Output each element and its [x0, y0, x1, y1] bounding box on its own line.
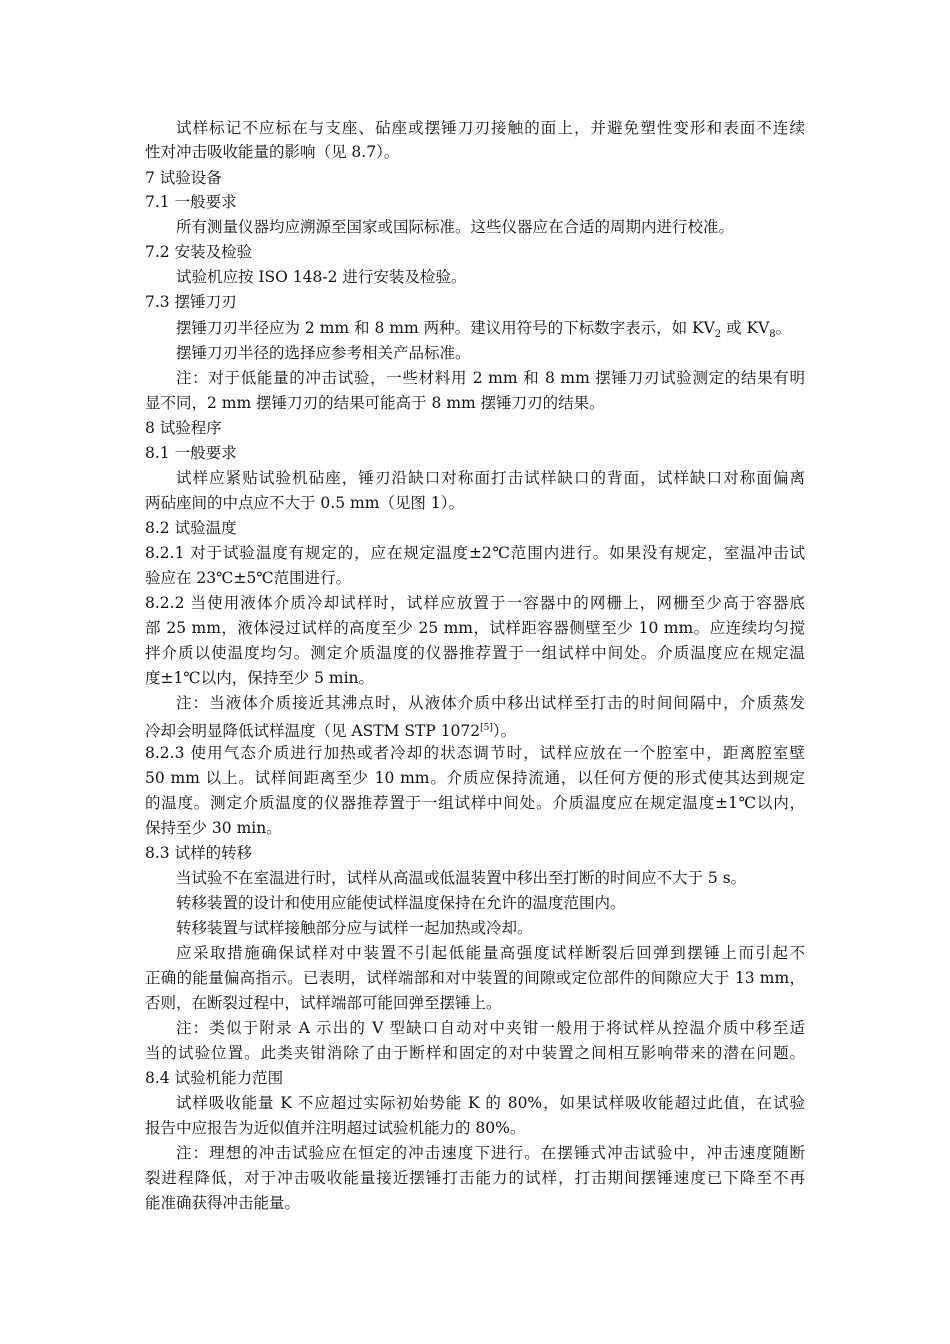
paragraph-line: 保持至少 30 min。: [145, 819, 282, 837]
paragraph-line: 验应在 23℃±5℃范围进行。: [145, 569, 352, 587]
paragraph-line: 正确的能量偏高指示。已表明，试样端部和对中装置的间隙或定位部件的间隙应大于 13 mm，: [145, 969, 805, 987]
note-line: 显不同，2 mm 摆锤刀刃的结果可能高于 8 mm 摆锤刀刃的结果。: [145, 394, 605, 412]
reference-superscript: [5]: [480, 723, 493, 733]
subsection-heading: 8.3 试样的转移: [145, 844, 253, 862]
paragraph-line: 摆锤刀刃半径的选择应参考相关产品标准。: [176, 344, 471, 362]
paragraph-line: 部 25 mm，液体浸过试样的高度至少 25 mm，试样距容器侧壁至少 10 mm。应连续均匀搅: [145, 619, 805, 637]
note-text: 冷却会明显降低试样温度（见 ASTM STP 1072: [145, 722, 481, 741]
section-heading: 7 试验设备: [145, 169, 222, 187]
paragraph-line: 应采取措施确保试样对中装置不引起低能量高强度试样断裂后回弹到摆锤上而引起不: [176, 944, 805, 962]
note-line: [145, 716, 516, 743]
subsection-heading: 8.2 试验温度: [145, 519, 237, 537]
subsection-heading: 8.4 试验机能力范围: [145, 1069, 284, 1087]
paragraph-line: 8.2.3 使用气态介质进行加热或者冷却的状态调节时，试样应放在一个腔室中，距离腔室壁: [145, 744, 805, 762]
note-line: 注：理想的冲击试验应在恒定的冲击速度下进行。在摆锤式冲击试验中，冲击速度随断: [176, 1144, 805, 1162]
note-line: 注：类似于附录 A 示出的 V 型缺口自动对中夹钳一般用于将试样从控温介质中移至适: [176, 1019, 805, 1037]
paragraph-line: 度±1℃以内，保持至少 5 min。: [145, 669, 375, 687]
paragraph-line: 50 mm 以上。试样间距离至少 10 mm。介质应保持流通，以任何方便的形式使其达到规定: [145, 769, 805, 787]
paragraph-line: 8.2.1 对于试验温度有规定的，应在规定温度±2℃范围内进行。如果没有规定，室温冲击试: [145, 544, 805, 562]
paragraph-line: 试样标记不应标在与支座、砧座或摆锤刀刃接触的面上，并避免塑性变形和表面不连续: [176, 119, 805, 137]
paragraph-line: 所有测量仪器均应溯源至国家或国际标准。这些仪器应在合适的周期内进行校准。: [176, 218, 735, 236]
paragraph-line: 试样应紧贴试验机砧座，锤刃沿缺口对称面打击试样缺口的背面，试样缺口对称面偏离: [176, 469, 805, 487]
kv-subscript: 8: [769, 329, 776, 341]
paragraph-line: 当试验不在室温进行时，试样从高温或低温装置中移出至打断的时间应不大于 5 s。: [176, 869, 747, 887]
note-line: 能准确获得冲击能量。: [145, 1194, 301, 1212]
paragraph-line: 试验机应按 ISO 148-2 进行安装及检验。: [176, 268, 467, 286]
subsection-heading: 7.2 安装及检验: [145, 243, 253, 261]
paragraph-line: 试样吸收能量 K 不应超过实际初始势能 K 的 80%，如果试样吸收能超过此值，在试验: [176, 1094, 805, 1112]
paragraph-line: 否则，在断裂过程中，试样端部可能回弹至摆锤上。: [145, 994, 502, 1012]
note-line: 当的试验位置。此类夹钳消除了由于断样和固定的对中装置之间相互影响带来的潜在问题。: [145, 1044, 805, 1062]
paragraph-line: 转移装置的设计和使用应能使试样温度保持在允许的温度范围内。: [176, 894, 626, 912]
paragraph-line: 报告中应报告为近似值并注明超过试验机能力的 80%。: [145, 1119, 526, 1137]
kv-or-text: 或 KV: [721, 319, 770, 337]
paragraph-line: 转移装置与试样接触部分应与试样一起加热或冷却。: [176, 919, 533, 937]
paragraph-line: 两砧座间的中点应不大于 0.5 mm（见图 1）。: [145, 494, 464, 512]
note-end: ）。: [492, 722, 517, 741]
subsection-heading: 7.3 摆锤刀刃: [145, 293, 237, 311]
subsection-heading: 8.1 一般要求: [145, 444, 237, 462]
paragraph-line: 的温度。测定介质温度的仪器推荐置于一组试样中间处。介质温度应在规定温度±1℃以内，: [145, 794, 805, 812]
kv-text: 摆锤刀刃半径应为 2 mm 和 8 mm 两种。建议用符号的下标数字表示，如 KV: [176, 319, 715, 337]
kv-end: 。: [775, 319, 792, 337]
kv-subscript: 2: [714, 329, 722, 341]
note-line: 裂进程降低，对于冲击吸收能量接近摆锤打击能力的试样，打击期间摆锤速度已下降至不再: [145, 1169, 805, 1187]
section-heading: 8 试验程序: [145, 419, 222, 437]
subsection-heading: 7.1 一般要求: [145, 193, 237, 211]
note-line: 注：当液体介质接近其沸点时，从液体介质中移出试样至打击的时间间隔中，介质蒸发: [176, 694, 805, 712]
paragraph-line: 8.2.2 当使用液体介质冷却试样时，试样应放置于一容器中的网栅上，网栅至少高于容器底: [145, 594, 805, 612]
paragraph-line: 拌介质以使温度均匀。测定介质温度的仪器推荐置于一组试样中间处。介质温度应在规定温: [145, 644, 805, 662]
note-line: 注：对于低能量的冲击试验，一些材料用 2 mm 和 8 mm 摆锤刀刃试验测定的结果有明: [176, 369, 805, 387]
paragraph-line: 性对冲击吸收能量的影响（见 8.7）。: [145, 143, 400, 161]
